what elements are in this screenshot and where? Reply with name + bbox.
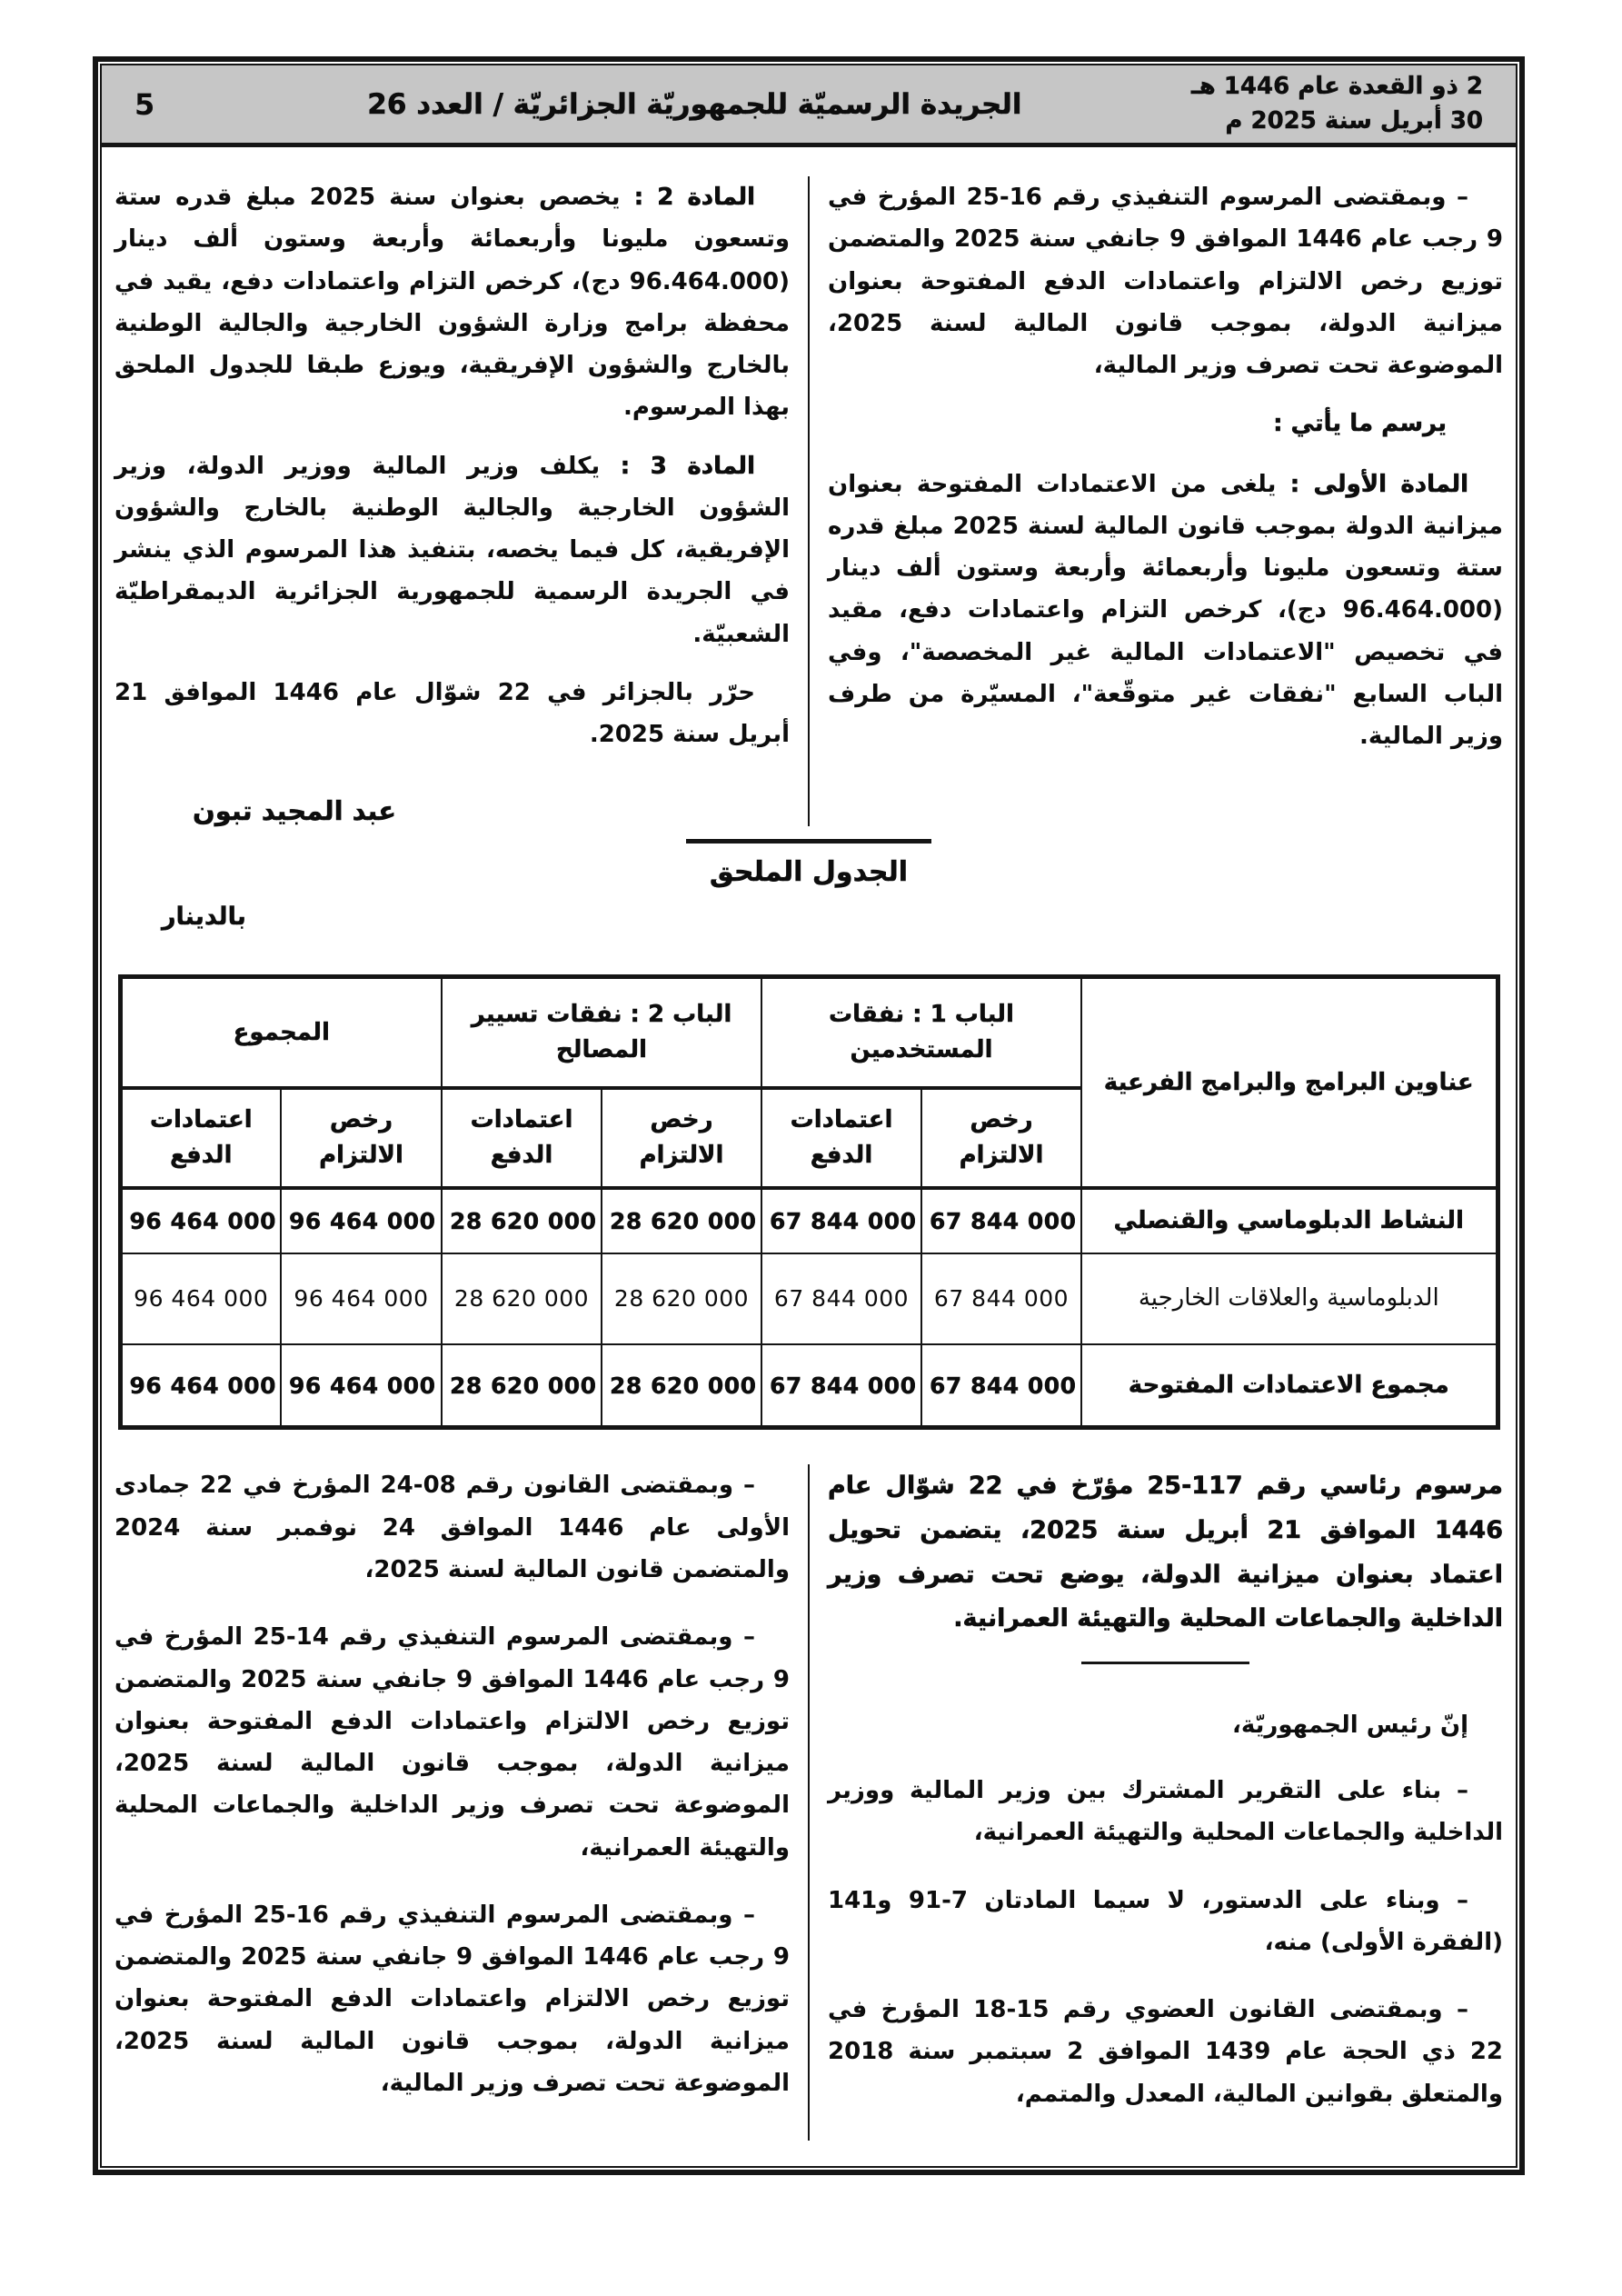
annex-header xyxy=(102,826,1516,974)
paragraph-decree-16-25-reference: – وبمقتضى المرسوم التنفيذي رقم 16-25 المؤرخ في 9 رجب عام 1446 الموافق 9 جانفي سنة 2025 والمتضمن توزيع رخص الالتزام واعتمادات الدفع المفتوحة بعنوان ميزانية الدولة، بموجب قانون المالية لسنة 2025، الموضوعة تحت تصرف وزير المالية، xyxy=(828,184,1503,380)
table-cell: 28 620 000 xyxy=(442,1253,602,1344)
paragraph-joint-report: – بناء على التقرير المشترك بين وزير المالية ووزير الداخلية والجماعات المحلية والتهيئة العمرانية، xyxy=(828,1777,1503,1847)
separator-rule xyxy=(1081,1662,1249,1664)
article-1-text: يلغى من الاعتمادات المفتوحة بعنوان ميزانية الدولة بموجب قانون المالية لسنة 2025 مبلغ قدره ستة وتسعون مليونا وأربعمائة وأربعة وستون ألف دينار (96.464.000 دج)، كرخص التزام واعتمادات دفع، مقيد في تخصيص "الاعتمادات المالية غير المخصصة"، وفي الباب السابع "نفقات غير متوقّعة"، المسيّرة من طرف وزير المالية. xyxy=(828,470,1503,751)
col-header-payment-credits-1: اعتمادات الدفع xyxy=(761,1088,921,1188)
header-dates xyxy=(1191,70,1483,138)
col-header-commitment-authorizations-1: رخص الالتزام xyxy=(921,1088,1081,1188)
article-3-paragraph xyxy=(114,445,790,655)
annex-table xyxy=(118,974,1500,1430)
table-row-diplomatic-activity xyxy=(120,1188,1498,1253)
table-cell: 28 620 000 xyxy=(442,1344,602,1428)
paragraph-organic-law-15-18: – وبمقتضى القانون العضوي رقم 15-18 المؤرخ في 22 ذي الحجة عام 1439 الموافق 2 سبتمبر سنة 2018 والمتعلق بقوانين المالية، المعدل والمتمم، xyxy=(828,1996,1503,2108)
currency-unit-label: بالدينار xyxy=(162,903,246,932)
article-2-label: المادة 2 : xyxy=(633,184,755,211)
table-cell: 67 844 000 xyxy=(761,1253,921,1344)
row-label: النشاط الدبلوماسي والقنصلي xyxy=(1081,1188,1498,1253)
table-cell: 28 620 000 xyxy=(602,1188,761,1253)
table-cell: 28 620 000 xyxy=(602,1344,761,1428)
paragraph-decree-16-25: – وبمقتضى المرسوم التنفيذي رقم 16-25 المؤرخ في 9 رجب عام 1446 الموافق 9 جانفي سنة 2025 والمتضمن توزيع رخص الالتزام واعتمادات الدفع المفتوحة بعنوان ميزانية الدولة، بموجب قانون المالية لسنة 2025، الموضوعة تحت تصرف وزير المالية، xyxy=(114,1901,790,2097)
table-cell: 96 464 000 xyxy=(281,1344,442,1428)
table-cell: 96 464 000 xyxy=(281,1253,442,1344)
row-label: الدبلوماسية والعلاقات الخارجية xyxy=(1081,1253,1498,1344)
table-cell: 96 464 000 xyxy=(120,1253,281,1344)
table-row-diplomacy-external-relations xyxy=(120,1253,1498,1344)
top-right-column xyxy=(808,176,1503,826)
paragraph-law-08-24: – وبمقتضى القانون رقم 08-24 المؤرخ في 22 جمادى الأولى عام 1446 الموافق 24 نوفمبر سنة 2024 والمتضمن قانون المالية لسنة 2025، xyxy=(114,1472,790,1583)
col-header-chapter-2: الباب 2 : نفقات تسيير المصالح xyxy=(442,977,761,1088)
date-gregorian: 30 أبريل سنة 2025 م xyxy=(1225,106,1483,135)
date-hijri: 2 ذو القعدة عام 1446 هـ xyxy=(1190,72,1483,100)
page-number: 5 xyxy=(134,86,155,122)
decree-enacting-formula: يرسم ما يأتي : xyxy=(1273,410,1447,438)
table-cell: 67 844 000 xyxy=(921,1344,1081,1428)
annex-title: الجدول الملحق xyxy=(709,856,909,889)
article-1-paragraph xyxy=(828,464,1503,758)
article-1-label: المادة الأولى : xyxy=(1289,470,1468,498)
bottom-left-column xyxy=(114,1464,808,2141)
table-cell: 67 844 000 xyxy=(761,1344,921,1428)
article-3-text: يكلف وزير المالية ووزير الدولة، وزير الشؤون الخارجية والجالية الوطنية بالخارج والشؤون الإفريقية، كل فيما يخصه، بتنفيذ هذا المرسوم الذي ينشر في الجريدة الرسمية للجمهورية الجزائرية الديمقراطيّة الشعبيّة. xyxy=(114,452,790,648)
top-columns xyxy=(102,147,1516,826)
table-cell: 28 620 000 xyxy=(442,1188,602,1253)
gazette-title: الجريدة الرسميّة للجمهوريّة الجزائريّة / العدد 26 xyxy=(367,87,1022,121)
article-2-text: يخصص بعنوان سنة 2025 مبلغ قدره ستة وتسعون مليونا وأربعمائة وأربعة وستون ألف دينار (96.464.000 دج)، كرخص التزام واعتمادات دفع، يقيد في محفظة برامج وزارة الشؤون الخارجية والجالية الوطنية بالخارج والشؤون الإفريقية، ويوزع طبقا للجدول الملحق بهذا المرسوم. xyxy=(114,184,790,422)
table-cell: 96 464 000 xyxy=(281,1188,442,1253)
table-group-header-row xyxy=(120,977,1498,1088)
table-cell: 67 844 000 xyxy=(921,1188,1081,1253)
paragraph-decree-14-25: – وبمقتضى المرسوم التنفيذي رقم 14-25 المؤرخ في 9 رجب عام 1446 الموافق 9 جانفي سنة 2025 والمتضمن توزيع رخص الالتزام واعتمادات الدفع المفتوحة بعنوان ميزانية الدولة، بموجب قانون المالية لسنة 2025، الموضوعة تحت تصرف وزير الداخلية والجماعات المحلية والتهيئة العمرانية، xyxy=(114,1623,790,1862)
done-at-paragraph: حرّر بالجزائر في 22 شوّال عام 1446 الموافق 21 أبريل سنة 2025. xyxy=(114,678,790,749)
table-cell: 96 464 000 xyxy=(120,1188,281,1253)
col-header-chapter-1: الباب 1 : نفقات المستخدمين xyxy=(761,977,1081,1088)
top-left-column xyxy=(114,176,808,826)
article-2-paragraph xyxy=(114,176,790,429)
col-header-commitment-authorizations-2: رخص الالتزام xyxy=(602,1088,761,1188)
table-cell: 96 464 000 xyxy=(120,1344,281,1428)
table-cell: 67 844 000 xyxy=(921,1253,1081,1344)
row-label: مجموع الاعتمادات المفتوحة xyxy=(1081,1344,1498,1428)
presidential-decree-117-25-heading: مرسوم رئاسي رقم 117-25 مؤرّخ في 22 شوّال عام 1446 الموافق 21 أبريل سنة 2025، يتضمن تحويل اعتماد بعنوان ميزانية الدولة، يوضع تحت تصرف وزير الداخلية والجماعات المحلية والتهيئة العمرانية. xyxy=(828,1472,1503,1633)
col-header-total: المجموع xyxy=(120,977,442,1088)
page-frame-inner xyxy=(100,64,1518,2168)
col-header-commitment-authorizations-total: رخص الالتزام xyxy=(281,1088,442,1188)
table-row-total-open-credits xyxy=(120,1344,1498,1428)
table-cell: 67 844 000 xyxy=(761,1188,921,1253)
bottom-columns xyxy=(102,1464,1516,2141)
paragraph-constitution: – وبناء على الدستور، لا سيما المادتان 7-91 و141 (الفقرة الأولى) منه، xyxy=(828,1886,1503,1956)
table-cell: 28 620 000 xyxy=(602,1253,761,1344)
page-header-band xyxy=(102,65,1516,147)
col-header-programs: عناوين البرامج والبرامج الفرعية xyxy=(1081,977,1498,1188)
article-3-label: المادة 3 : xyxy=(620,452,755,480)
page-frame xyxy=(93,56,1525,2175)
bottom-right-column xyxy=(808,1464,1503,2141)
separator-rule xyxy=(686,839,931,844)
president-formula: إنّ رئيس الجمهوريّة، xyxy=(1232,1711,1468,1739)
col-header-payment-credits-2: اعتمادات الدفع xyxy=(442,1088,602,1188)
col-header-payment-credits-total: اعتمادات الدفع xyxy=(120,1088,281,1188)
president-signature: عبد المجيد تبون xyxy=(193,795,397,827)
